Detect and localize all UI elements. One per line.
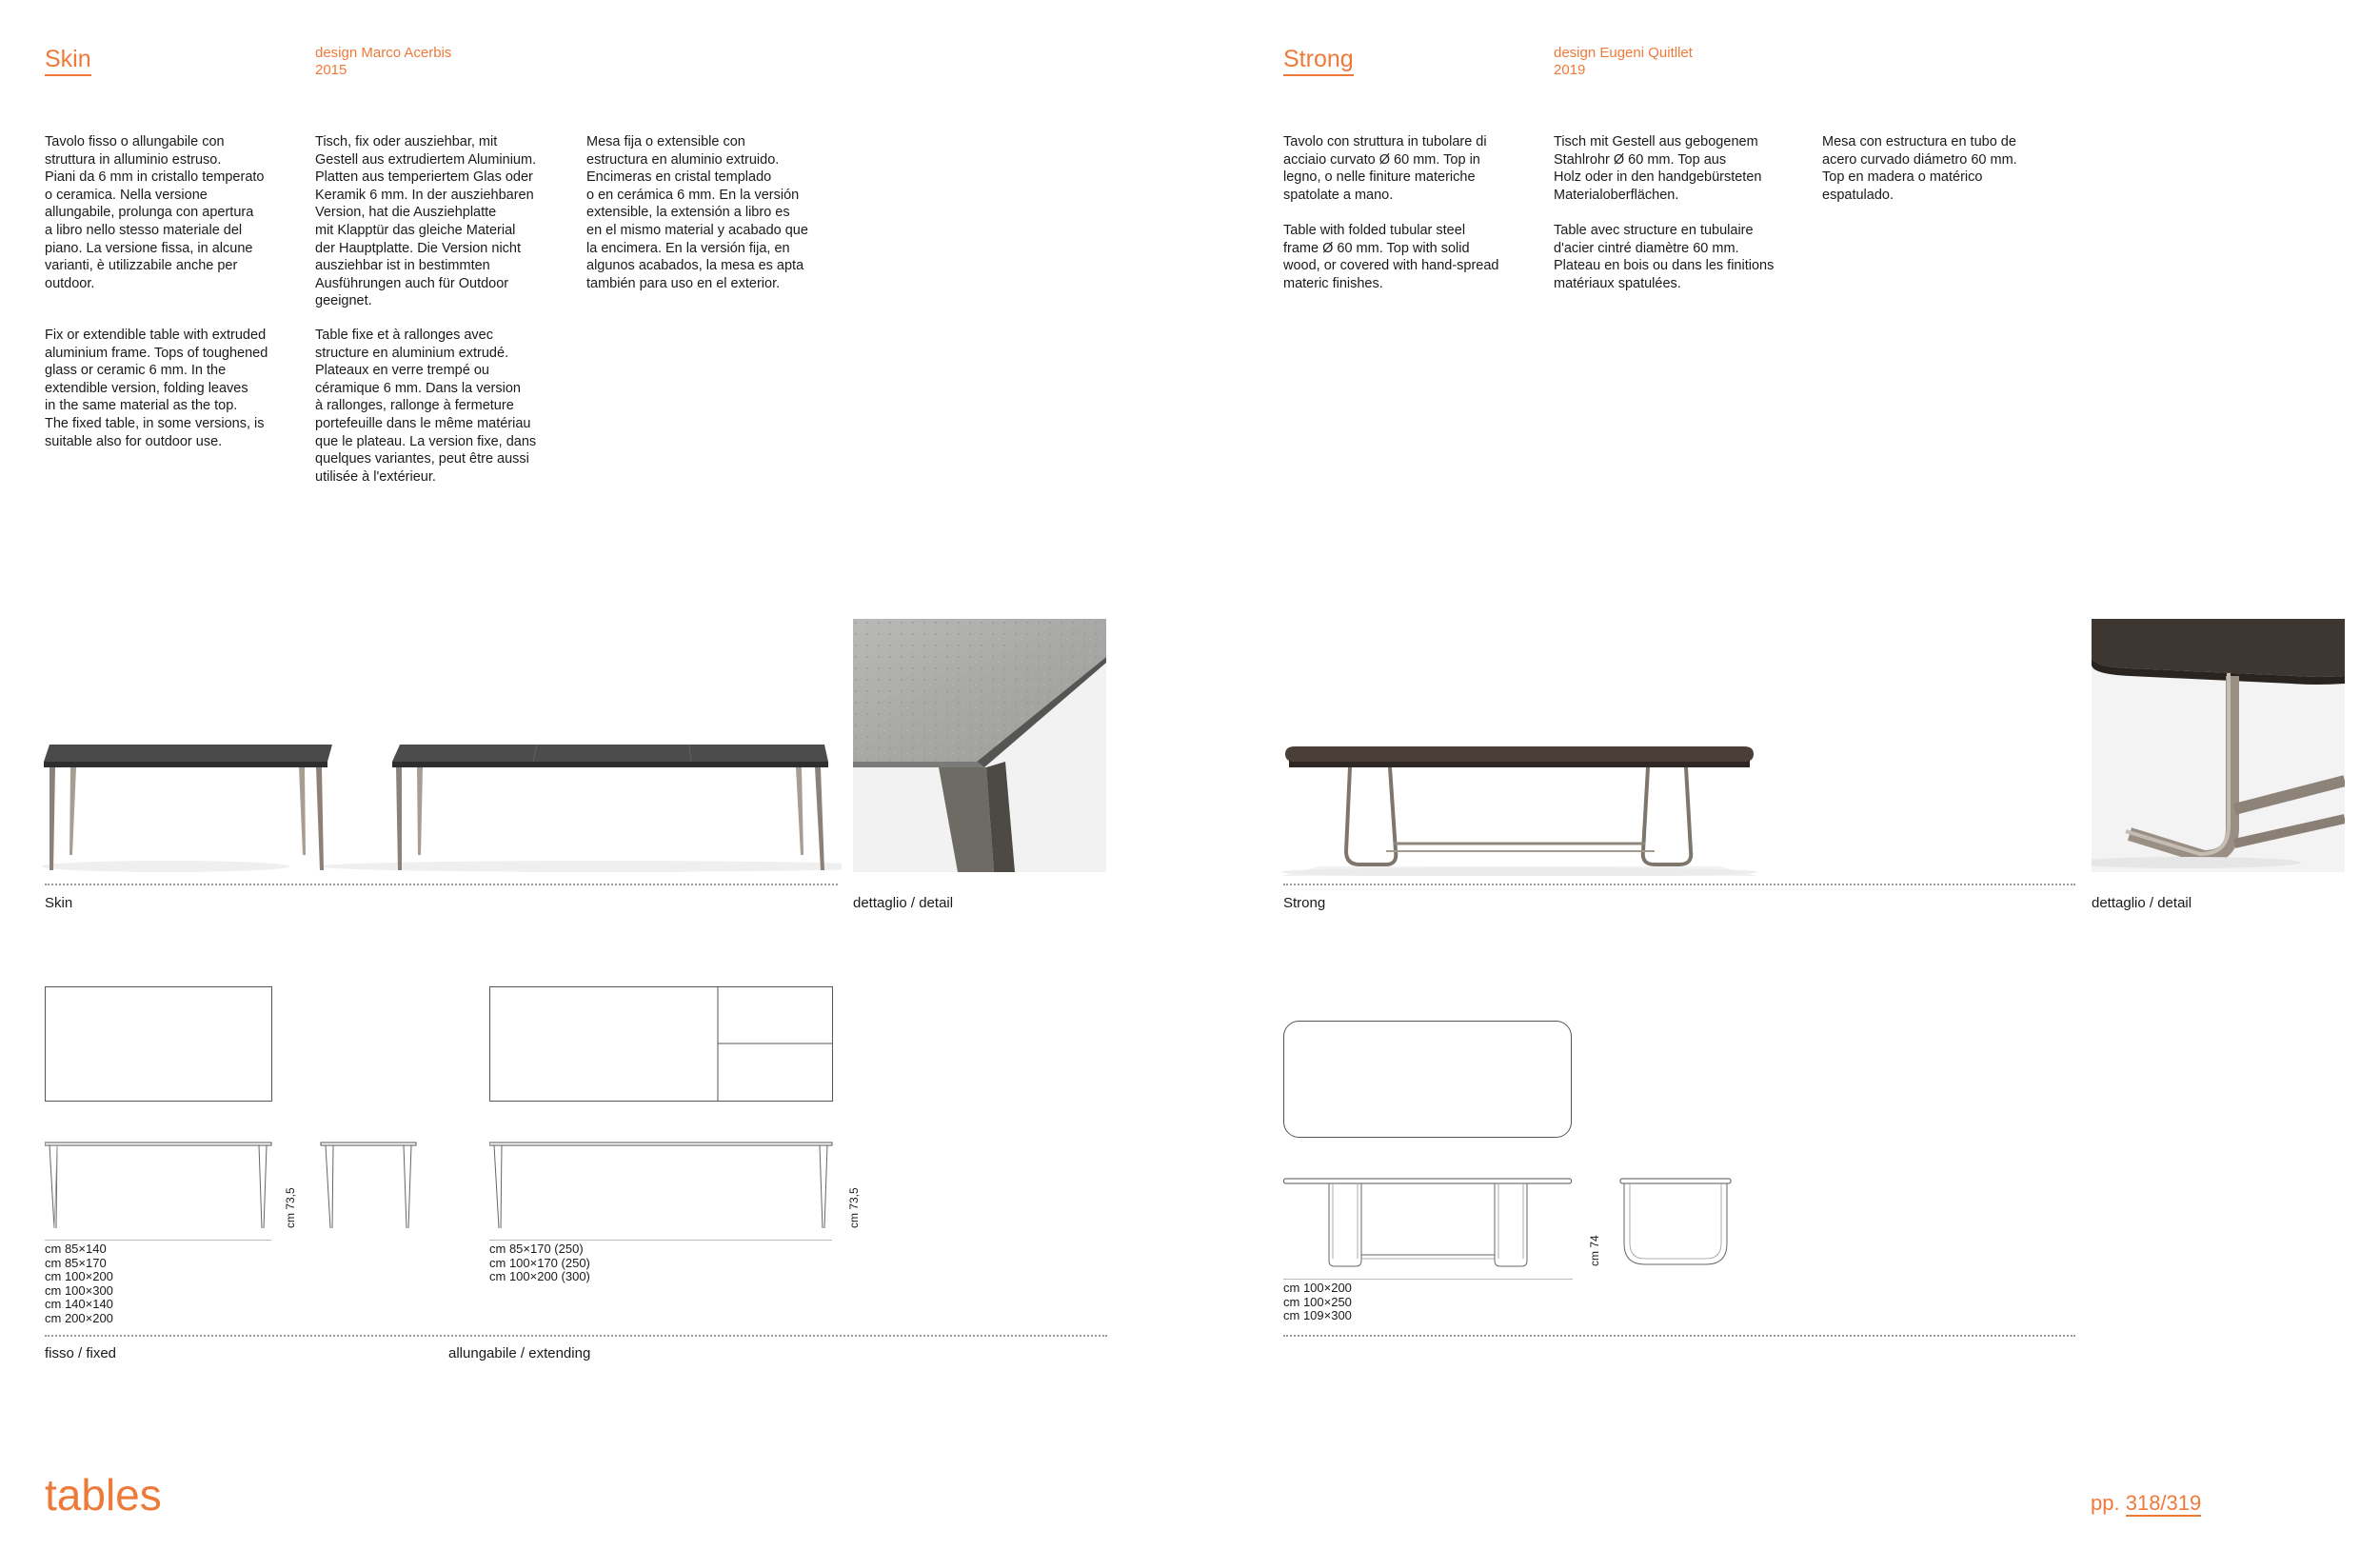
description-german-strong: Tisch mit Gestell aus gebogenem Stahlrohr Ø 60 mm. Top aus Holz oder in den handgebürsteten Materialoberflächen. [1554,134,1762,203]
label-fixed: fisso / fixed [45,1345,117,1361]
sizes-strong: cm 100×200 cm 100×250 cm 109×300 [1283,1281,1352,1323]
sizes-fixed: cm 85×140 cm 85×170 cm 100×200 cm 100×300 cm 140×140 cm 200×200 [45,1242,113,1325]
designer-name: design Eugeni Quitllet [1554,45,1693,61]
description-spanish-strong: Mesa con estructura en tubo de acero curvado diámetro 60 mm. Top en madera o matérico espatulado. [1822,134,2017,203]
detail-caption-strong: dettaglio / detail [2092,895,2192,911]
height-label-strong: cm 74 [1588,1235,1601,1266]
height-label-extending: cm 73,5 [847,1187,861,1228]
description-french-strong: Table avec structure en tubulaire d'acier cintré diamètre 60 mm. Plateau en bois ou dans les finitions matériaux spatulées. [1554,223,1775,291]
skin-detail-photo [853,619,1106,872]
strong-top-view [1283,1021,1573,1139]
description-english: Fix or extendible table with extruded aluminium frame. Tops of toughened glass or ceramic 6 mm. In the extendible version, folding leaves in the same material as the top. The fixed table, in some versions, is suitable also for outdoor use. [45,328,268,449]
page-numbers [2091,1491,2201,1516]
design-year: 2015 [315,62,347,78]
designer-credit-skin [315,45,451,79]
description-german: Tisch, fix oder ausziehbar, mit Gestell aus extrudiertem Aluminium. Platten aus temperiertem Glas oder Keramik 6 mm. In der ausziehbaren Version, hat die Ausziehplatte mit Klapptür das gleiche Material der Hauptplatte. Die Version nicht ausziehbar ist in bestimmten Ausführungen auch für Outdoor geeignet. [315,134,537,309]
divider-photo-skin [45,884,838,885]
skin-fixed-side-view [45,1141,445,1232]
divider-drawings-skin [45,1335,1107,1337]
photo-caption-skin: Skin [45,895,73,911]
description-spanish: Mesa fija o extensible con estructura en aluminio extruido. Encimeras en cristal templado o en cerámica 6 mm. En la versión extensible, la extensión a libro es en el mismo material y acabado que la encimera. En la versión fija, en algunos acabados, la mesa es apta también para uso en el exterior. [586,134,808,291]
description-italian: Tavolo fisso o allungabile con struttura in alluminio estruso. Piani da 6 mm in cristallo temperato o ceramica. Nella versione allungabile, prolunga con apertura a libro nello stesso materiale del piano. La versione fissa, in alcune varianti, è utilizzabile anche per outdoor. [45,134,265,291]
height-label-fixed: cm 73,5 [284,1187,297,1228]
skin-extending-top-view [489,986,834,1103]
strong-product-photo [1281,733,1757,876]
divider-photo-strong [1283,884,2075,885]
skin-product-photo [42,733,842,876]
designer-credit-strong [1554,45,1693,79]
dimension-line-extending [489,1240,832,1241]
sizes-extending: cm 85×170 (250) cm 100×170 (250) cm 100×200 (300) [489,1242,590,1284]
detail-caption-skin: dettaglio / detail [853,895,954,911]
product-title-skin: Skin [45,46,91,76]
description-english-strong: Table with folded tubular steel frame Ø 60 mm. Top with solid wood, or covered with hand-spread materic finishes. [1283,223,1499,291]
page-prefix: pp. [2091,1491,2120,1515]
strong-detail-photo [2092,619,2345,872]
dimension-line-fixed [45,1240,271,1241]
divider-drawings-strong [1283,1335,2075,1337]
strong-side-view [1283,1177,1740,1272]
design-year: 2019 [1554,62,1586,78]
description-french: Table fixe et à rallonges avec structure en aluminium extrudé. Plateaux en verre trempé ou céramique 6 mm. Dans la version à rallonges, rallonge à fermeture portefeuille dans le même matériau que le plateau. La version fixe, dans quelques variantes, peut être aussi utilisée à l'extérieur. [315,328,537,485]
skin-fixed-top-view [45,986,273,1103]
designer-name: design Marco Acerbis [315,45,452,61]
label-extending: allungabile / extending [448,1345,591,1361]
page-range: 318/319 [2125,1491,2202,1515]
product-title-strong: Strong [1283,46,1354,76]
photo-caption-strong: Strong [1283,895,1326,911]
skin-extending-side-view [489,1141,834,1232]
section-title: tables [45,1470,162,1520]
description-italian-strong: Tavolo con struttura in tubolare di acciaio curvato Ø 60 mm. Top in legno, o nelle finiture materiche spatolate a mano. [1283,134,1487,203]
dimension-line-strong [1283,1279,1573,1280]
